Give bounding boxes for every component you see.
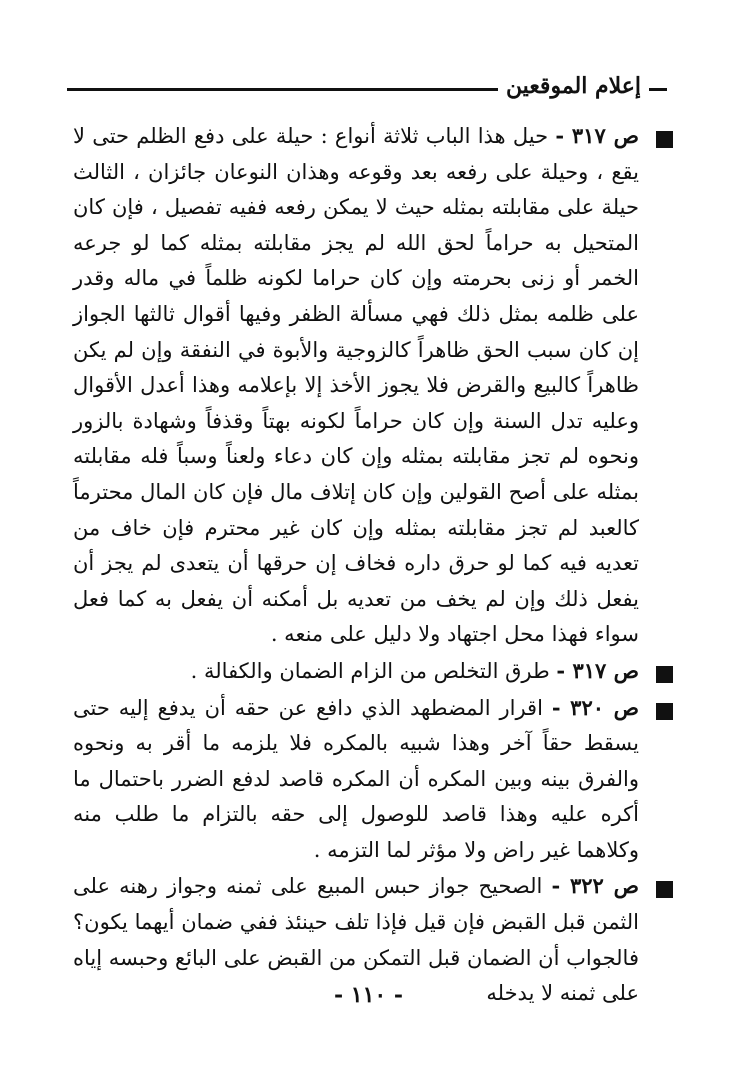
entry-3 xyxy=(73,690,673,869)
entry-body: الصحيح جواز حبس المبيع على ثمنه وجواز رهنه على الثمن قبل القبض فإن قيل فإذا تلف حينئذ ففي ضمان أيهما يكون؟ فالجواب أن الضمان قبل التمكن من القبض على البائع وحبسه إياه على ثمنه لا يدخله xyxy=(73,874,639,1006)
header-title: إعلام الموقعين xyxy=(505,73,641,99)
header-rule xyxy=(67,88,498,91)
running-header xyxy=(67,66,667,106)
header-dash xyxy=(649,88,667,91)
entry-1 xyxy=(73,118,673,653)
entry-body: اقرار المضطهد الذي دافع عن حقه أن يدفع إليه حتى يسقط حقاً آخر وهذا شبيه بالمكره فلا يلزمه ما أقر به ونحوه والفرق بينه وبين المكره أن المكره قاصد لدفع الضرر باحتمال ما أكره عليه وهذا قاصد للوصول إلى حقه بالتزام ما طلب منه وكلاهما غير راض ولا مؤثر لما التزمه . xyxy=(73,695,639,862)
square-bullet-icon xyxy=(656,666,673,683)
square-bullet-icon xyxy=(656,703,673,720)
entry-reference: ص ٣١٧ - xyxy=(556,657,639,683)
square-bullet-icon xyxy=(656,131,673,148)
entry-text xyxy=(73,118,639,653)
square-bullet-icon xyxy=(656,881,673,898)
entry-reference: ص ٣٢٢ - xyxy=(551,873,639,899)
entry-text xyxy=(73,690,639,869)
entry-body: حيل هذا الباب ثلاثة أنواع : حيلة على دفع الظلم حتى لا يقع ، وحيلة على رفعه بعد وقوعه وهذان النوعان جائزان ، الثالث حيلة على مقابلته بمثله حيث لا يمكن رفعه ففيه تفصيل ، فإن كان المتحيل به حراماً لحق الله لم يجز مقابلته بمثله كما لو جرعه الخمر أو زنى بحرمته وإن كان حراما لكونه ظلماً في ماله وقدر على ظلمه بمثل ذلك فهي مسألة الظفر وفيها أقوال ثالثها الجواز إن كان سبب الحق ظاهراً كالزوجية والأبوة في النفقة وإن لم يكن ظاهراً كالبيع والقرض فلا يجوز الأخذ إلا بإعلامه وهذا أعدل الأقوال وعليه تدل السنة وإن كان حراماً لكونه بهتاً وقذفاً وشهادة بالزور ونحوه لم تجز مقابلته بمثله وإن كان دعاء ولعناً وسباً فله مقابلته بمثله على أصح القولين وإن كان إتلاف مال فإن كان المال محترماً كالعبد لم تجز مقابلته بمثله وإن كان غير محترم فإن خاف من تعديه فيه كما لو حرق داره فخاف إن حرقها أن يتعدى لم يجز أن يفعل ذلك وإن لم يخف من تعديه بل أمكنه أن يفعل به كما فعل سواء فهذا محل اجتهاد ولا دليل على منعه . xyxy=(73,124,639,647)
entries-list xyxy=(73,118,673,1012)
entry-reference: ص ٣١٧ - xyxy=(555,123,639,148)
page-number: - ١١٠ - xyxy=(333,982,404,1008)
entry-body: طرق التخلص من الزام الضمان والكفالة . xyxy=(190,658,550,683)
entry-2 xyxy=(73,653,673,690)
entry-text xyxy=(73,653,639,690)
entry-reference: ص ٣٢٠ - xyxy=(551,694,639,720)
